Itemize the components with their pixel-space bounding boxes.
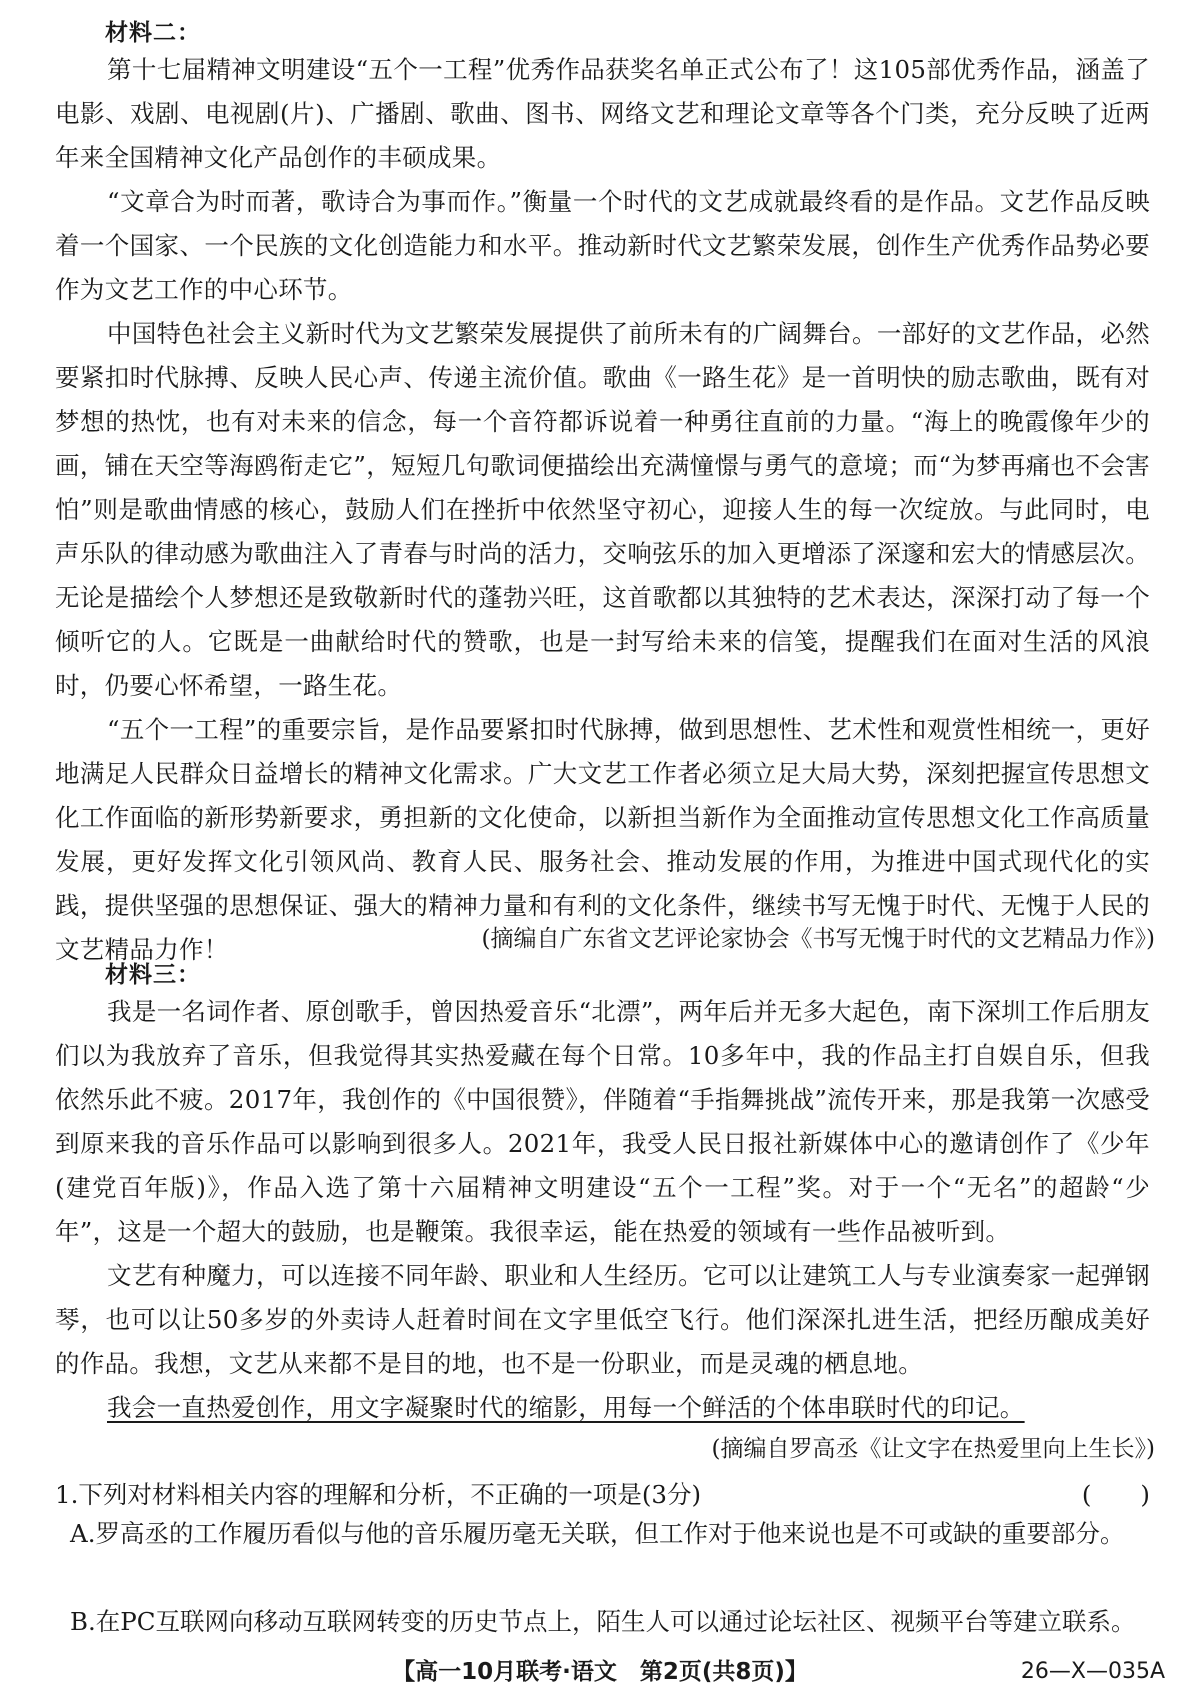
question-1-text: 1.下列对材料相关内容的理解和分析，不正确的一项是(3分) — [55, 1480, 702, 1509]
material-2-paragraph-1: 第十七届精神文明建设“五个一工程”优秀作品获奖名单正式公布了！这105部优秀作品，涵盖了电影、戏剧、电视剧(片)、广播剧、歌曲、图书、网络文艺和理论文章等各个门类，充分反映了近两年来全国精神文化产品创作的丰硕成果。 — [55, 55, 1150, 172]
material-2-paragraph-4: “五个一工程”的重要宗旨，是作品要紧扣时代脉搏，做到思想性、艺术性和观赏性相统一，更好地满足人民群众日益增长的精神文化需求。广大文艺工作者必须立足大局大势，深刻把握宣传思想文化工作面临的新形势新要求，勇担新的文化使命，以新担当新作为全面推动宣传思想文化工作高质量发展，更好发挥文化引领风尚、教育人民、服务社会、推动发展的作用，为推进中国式现代化的实践，提供坚强的思想保证、强大的精神力量和有利的文化条件，继续书写无愧于时代、无愧于人民的文艺精品力作！ — [55, 715, 1150, 964]
material-2-citation: (摘编自广东省文艺评论家协会《书写无愧于时代的文艺精品力作》) — [481, 926, 1155, 952]
material-2-paragraph-2: “文章合为时而著，歌诗合为事而作。”衡量一个时代的文艺成就最终看的是作品。文艺作品反映着一个国家、一个民族的文化创造能力和水平。推动新时代文艺繁荣发展，创作生产优秀作品势必要作为文艺工作的中心环节。 — [55, 187, 1150, 304]
underlined-sentence: 我会一直热爱创作，用文字凝聚时代的缩影，用每一个鲜活的个体串联时代的印记。 — [107, 1393, 1025, 1422]
option-b: B.在PC互联网向移动互联网转变的历史节点上，陌生人可以通过论坛社区、视频平台等建立联系。 — [70, 1607, 1136, 1636]
material-3-citation: (摘编自罗高丞《让文字在热爱里向上生长》) — [711, 1436, 1155, 1462]
material-2-paragraph-3: 中国特色社会主义新时代为文艺繁荣发展提供了前所未有的广阔舞台。一部好的文艺作品，必然要紧扣时代脉搏、反映人民心声、传递主流价值。歌曲《一路生花》是一首明快的励志歌曲，既有对梦想的热忱，也有对未来的信念，每一个音符都诉说着一种勇往直前的力量。“海上的晚霞像年少的画，铺在天空等海鸥衔走它”，短短几句歌词便描绘出充满憧憬与勇气的意境；而“为梦再痛也不会害怕”则是歌曲情感的核心，鼓励人们在挫折中依然坚守初心，迎接人生的每一次绽放。与此同时，电声乐队的律动感为歌曲注入了青春与时尚的活力，交响弦乐的加入更增添了深邃和宏大的情感层次。无论是描绘个人梦想还是致敬新时代的蓬勃兴旺，这首歌都以其独特的艺术表达，深深打动了每一个倾听它的人。它既是一曲献给时代的赞歌，也是一封写给未来的信笺，提醒我们在面对生活的风浪时，仍要心怀希望，一路生花。 — [55, 319, 1150, 700]
material-2-heading: 材料二： — [105, 20, 201, 46]
answer-parentheses: ( ) — [1081, 1480, 1150, 1509]
material-3-heading: 材料三： — [105, 962, 201, 988]
footer-page-info: 【高一10月联考·语文 第2页(共8页)】 — [392, 1659, 808, 1685]
option-a: A.罗高丞的工作履历看似与他的音乐履历毫无关联，但工作对于他来说也是不可或缺的重要部分。 — [70, 1519, 1125, 1548]
material-3-paragraph-2: 文艺有种魔力，可以连接不同年龄、职业和人生经历。它可以让建筑工人与专业演奏家一起弹钢琴，也可以让50多岁的外卖诗人赶着时间在文字里低空飞行。他们深深扎进生活，把经历酿成美好的作品。我想，文艺从来都不是目的地，也不是一份职业，而是灵魂的栖息地。 — [55, 1261, 1150, 1378]
material-3-paragraph-1: 我是一名词作者、原创歌手，曾因热爱音乐“北漂”，两年后并无多大起色，南下深圳工作后朋友们以为我放弃了音乐，但我觉得其实热爱藏在每个日常。10多年中，我的作品主打自娱自乐，但我依然乐此不疲。2017年，我创作的《中国很赞》，伴随着“手指舞挑战”流传开来，那是我第一次感受到原来我的音乐作品可以影响到很多人。2021年，我受人民日报社新媒体中心的邀请创作了《少年(建党百年版)》，作品入选了第十六届精神文明建设“五个一工程”奖。对于一个“无名”的超龄“少年”，这是一个超大的鼓励，也是鞭策。我很幸运，能在热爱的领域有一些作品被听到。 — [55, 997, 1150, 1246]
page-footer — [0, 1652, 1200, 1692]
material-3-paragraph-3 — [55, 1386, 1150, 1430]
footer-exam-code: 26—X—035A — [1020, 1659, 1165, 1684]
question-1-stem — [55, 1476, 1150, 1514]
